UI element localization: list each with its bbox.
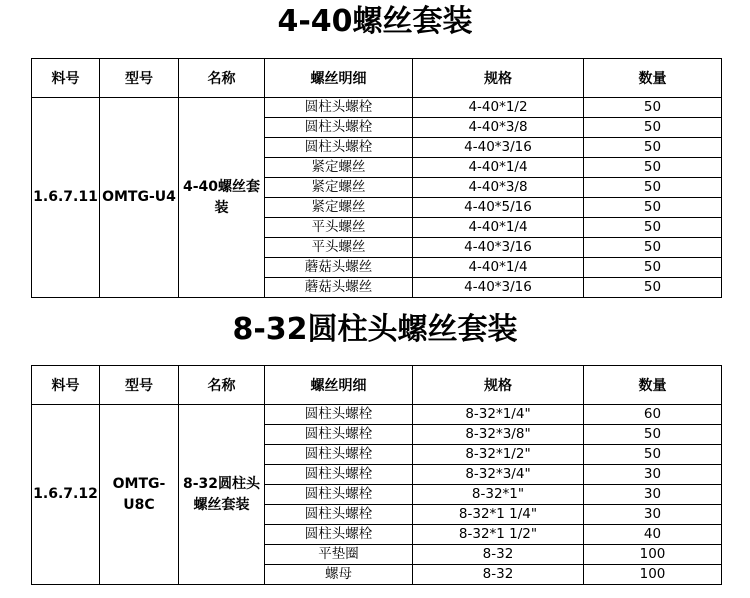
screw-detail-cell: 圆柱头螺栓 [265, 445, 413, 465]
table-header-row [32, 59, 722, 98]
screw-detail-cell: 圆柱头螺栓 [265, 118, 413, 138]
screw-detail-cell: 圆柱头螺栓 [265, 505, 413, 525]
header-quantity: 数量 [584, 366, 722, 405]
header-part-no: 料号 [32, 59, 100, 98]
table-row [32, 98, 722, 118]
header-name: 名称 [179, 59, 265, 98]
spec-cell: 4-40*3/8 [413, 178, 584, 198]
screw-kit-table [31, 58, 722, 298]
header-spec: 规格 [413, 59, 584, 98]
quantity-cell: 50 [584, 198, 722, 218]
spec-cell: 8-32 [413, 565, 584, 585]
screw-detail-cell: 蘑菇头螺丝 [265, 278, 413, 298]
quantity-cell: 60 [584, 405, 722, 425]
header-screw-detail: 螺丝明细 [265, 366, 413, 405]
spec-cell: 4-40*3/8 [413, 118, 584, 138]
quantity-cell: 100 [584, 545, 722, 565]
spec-cell: 4-40*1/4 [413, 258, 584, 278]
screw-detail-cell: 圆柱头螺栓 [265, 138, 413, 158]
model-cell: OMTG-U8C [100, 405, 179, 585]
spec-cell: 8-32*1 1/4" [413, 505, 584, 525]
quantity-cell: 50 [584, 98, 722, 118]
quantity-cell: 50 [584, 218, 722, 238]
spec-cell: 8-32*1/2" [413, 445, 584, 465]
quantity-cell: 50 [584, 278, 722, 298]
spec-cell: 4-40*1/4 [413, 218, 584, 238]
screw-detail-cell: 螺母 [265, 565, 413, 585]
section-title: 8-32圆柱头螺丝套装 [232, 312, 518, 347]
spec-cell: 8-32*1" [413, 485, 584, 505]
quantity-cell: 50 [584, 118, 722, 138]
screw-detail-cell: 圆柱头螺栓 [265, 425, 413, 445]
spec-cell: 4-40*1/2 [413, 98, 584, 118]
screw-detail-cell: 蘑菇头螺丝 [265, 258, 413, 278]
screw-detail-cell: 平头螺丝 [265, 218, 413, 238]
model-cell: OMTG-U4 [100, 98, 179, 298]
spec-cell: 4-40*3/16 [413, 138, 584, 158]
kit-name-cell: 4-40螺丝套装 [179, 98, 265, 298]
screw-detail-cell: 平垫圈 [265, 545, 413, 565]
spec-cell: 4-40*1/4 [413, 158, 584, 178]
quantity-cell: 30 [584, 505, 722, 525]
screw-detail-cell: 平头螺丝 [265, 238, 413, 258]
table-row [32, 405, 722, 425]
quantity-cell: 30 [584, 485, 722, 505]
part-no-cell: 1.6.7.11 [32, 98, 100, 298]
screw-detail-cell: 圆柱头螺栓 [265, 465, 413, 485]
screw-detail-cell: 圆柱头螺栓 [265, 485, 413, 505]
spec-cell: 8-32*3/4" [413, 465, 584, 485]
quantity-cell: 100 [584, 565, 722, 585]
spec-cell: 4-40*3/16 [413, 238, 584, 258]
section-title: 4-40螺丝套装 [277, 4, 473, 39]
header-model: 型号 [100, 59, 179, 98]
screw-detail-cell: 紧定螺丝 [265, 178, 413, 198]
header-name: 名称 [179, 366, 265, 405]
quantity-cell: 50 [584, 238, 722, 258]
spec-cell: 4-40*3/16 [413, 278, 584, 298]
table-header-row [32, 366, 722, 405]
header-screw-detail: 螺丝明细 [265, 59, 413, 98]
quantity-cell: 50 [584, 445, 722, 465]
quantity-cell: 50 [584, 178, 722, 198]
header-quantity: 数量 [584, 59, 722, 98]
kit-name-cell: 8-32圆柱头螺丝套装 [179, 405, 265, 585]
part-no-cell: 1.6.7.12 [32, 405, 100, 585]
header-part-no: 料号 [32, 366, 100, 405]
quantity-cell: 50 [584, 158, 722, 178]
header-spec: 规格 [413, 366, 584, 405]
quantity-cell: 30 [584, 465, 722, 485]
spec-cell: 8-32*1 1/2" [413, 525, 584, 545]
screw-detail-cell: 圆柱头螺栓 [265, 525, 413, 545]
header-model: 型号 [100, 366, 179, 405]
screw-detail-cell: 紧定螺丝 [265, 158, 413, 178]
quantity-cell: 50 [584, 425, 722, 445]
quantity-cell: 40 [584, 525, 722, 545]
screw-detail-cell: 圆柱头螺栓 [265, 405, 413, 425]
screw-detail-cell: 紧定螺丝 [265, 198, 413, 218]
screw-kit-table [31, 365, 722, 585]
quantity-cell: 50 [584, 258, 722, 278]
spec-cell: 8-32*3/8" [413, 425, 584, 445]
spec-cell: 4-40*5/16 [413, 198, 584, 218]
screw-detail-cell: 圆柱头螺栓 [265, 98, 413, 118]
spec-cell: 8-32 [413, 545, 584, 565]
quantity-cell: 50 [584, 138, 722, 158]
spec-cell: 8-32*1/4" [413, 405, 584, 425]
